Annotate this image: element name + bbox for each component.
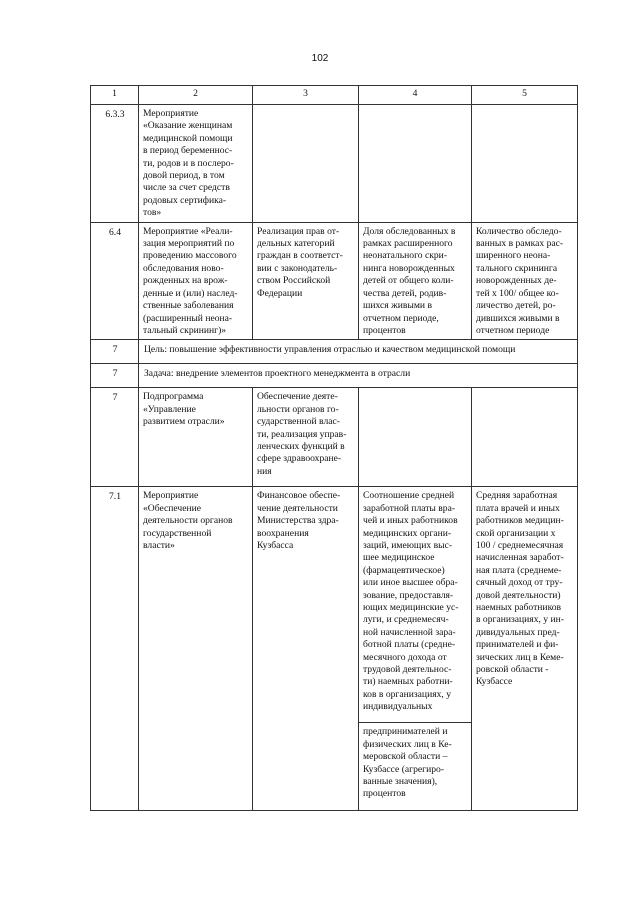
table-row-subprogram bbox=[91, 388, 578, 487]
cell-method: Средняя заработная плата врачей и иных работников медицин- ской организации x 100 / среднемесячная начисленная заработ- ная плата (среднеме- сячный доход от тру- довой деятельности) наемных работников в организациях, у ин- дивидуальных пред- принимателей и фи- зических лиц в Кеме- ровской области - Кузбассе bbox=[472, 487, 578, 811]
cell-method bbox=[472, 388, 578, 487]
header-cell-1: 1 bbox=[91, 86, 139, 105]
table-row-6-4 bbox=[91, 222, 578, 340]
row-number: 7.1 bbox=[91, 487, 139, 811]
cell-activity: Мероприятие «Реали- зация мероприятий по проведению массового обследования ново- рожденных на врож- денные и (или) наслед- ственные заболевания (расширенный неона- тальный скрининг)» bbox=[139, 222, 253, 340]
row-number: 6.3.3 bbox=[91, 105, 139, 223]
row-number: 7 bbox=[91, 340, 139, 364]
table-header-row bbox=[91, 86, 578, 105]
cell-indicator-continued: предпринимателей и физических лиц в Ке- меровской области – Кузбассе (агрегиро- ванные значения), процентов bbox=[359, 723, 472, 811]
cell-task-statement: Задача: внедрение элементов проектного менеджмента в отрасли bbox=[139, 364, 578, 388]
table-row-goal bbox=[91, 340, 578, 364]
cell-activity: Мероприятие «Оказание женщинам медицинской помощи в период беременнос- ти, родов и в послеро- довой период, в том числе за счет средств родовых сертифика- тов» bbox=[139, 105, 253, 223]
header-cell-4: 4 bbox=[359, 86, 472, 105]
cell-goal-statement: Цель: повышение эффективности управления отраслью и качеством медицинской помощи bbox=[139, 340, 578, 364]
header-cell-5: 5 bbox=[472, 86, 578, 105]
table-row-7-1 bbox=[91, 487, 578, 723]
cell-activity: Подпрограмма «Управление развитием отрасли» bbox=[139, 388, 253, 487]
cell-indicator: Доля обследованных в рамках расширенного неонатального скри- нинга новорожденных детей от общего коли- чества детей, родив- шихся живыми в отчетном периоде, процентов bbox=[359, 222, 472, 340]
cell-method: Количество обследо- ванных в рамках рас- ширенного неона- тального скрининга новорожденных де- тей x 100/ общее ко- личество детей, ро- дившихся живыми в отчетном периоде bbox=[472, 222, 578, 340]
page-number: 102 bbox=[311, 53, 329, 64]
cell-indicator: Соотношение средней заработной платы вра- чей и иных работников медицинских органи- заций, имеющих выс- шее медицинское (фармацевтическое) или иное высшее обра- зование, предоставля- ющих медицинские ус- луги, и среднемесяч- ной начисленной зара- ботной платы (средне- месячного дохода от трудовой деятельнос- ти) наемных работни- ков в организациях, у индивидуальных bbox=[359, 487, 472, 723]
cell-goal: Реализация прав от- дельных категорий граждан в соответст- вии с законодатель- ством Российской Федерации bbox=[253, 222, 359, 340]
row-number: 6.4 bbox=[91, 222, 139, 340]
cell-indicator bbox=[359, 388, 472, 487]
row-number: 7 bbox=[91, 388, 139, 487]
table-row-task bbox=[91, 364, 578, 388]
header-cell-3: 3 bbox=[253, 86, 359, 105]
row-number: 7 bbox=[91, 364, 139, 388]
table-row-6-3-3 bbox=[91, 105, 578, 223]
cell-goal bbox=[253, 105, 359, 223]
header-cell-2: 2 bbox=[139, 86, 253, 105]
cell-goal: Финансовое обеспе- чение деятельности Министерства здра- воохранения Кузбасса bbox=[253, 487, 359, 811]
cell-method bbox=[472, 105, 578, 223]
cell-indicator bbox=[359, 105, 472, 223]
cell-goal: Обеспечение деяте- льности органов го- сударственной влас- ти, реализация управ- ленческих функций в сфере здравоохране- ния bbox=[253, 388, 359, 487]
indicator-table bbox=[90, 85, 578, 811]
cell-activity: Мероприятие «Обеспечение деятельности органов государственной власти» bbox=[139, 487, 253, 811]
